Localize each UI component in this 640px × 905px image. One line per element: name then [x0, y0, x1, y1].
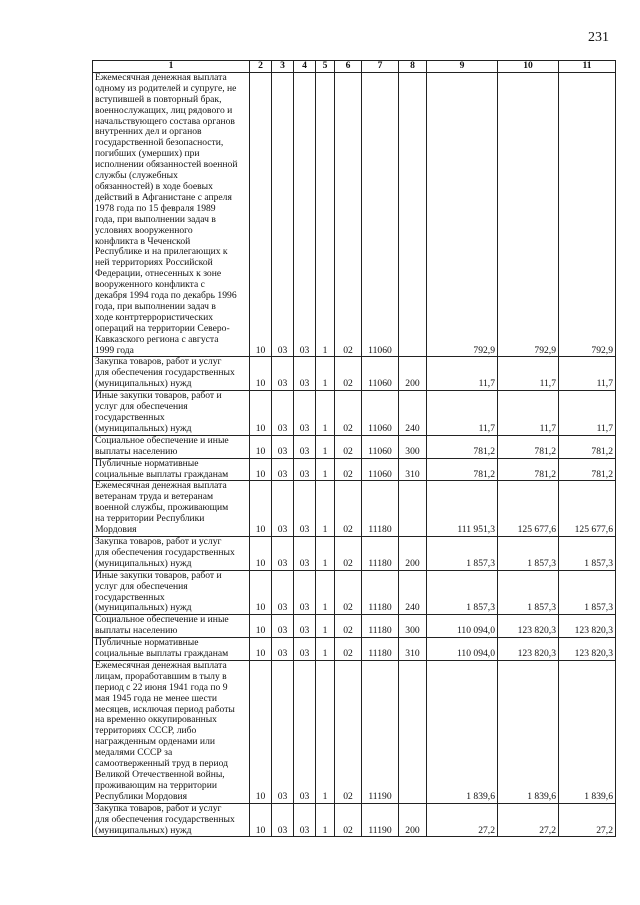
table-row — [93, 72, 616, 357]
code-cell-c5: 1 — [316, 481, 335, 537]
code-cell-c3: 03 — [272, 615, 294, 638]
amount-cell-c10: 27,2 — [498, 803, 559, 837]
amount-cell-c10: 781,2 — [498, 435, 559, 458]
amount-cell-c11: 1 857,3 — [559, 570, 616, 615]
code-cell-c7: 11180 — [362, 570, 399, 615]
code-cell-c7: 11060 — [362, 72, 399, 357]
column-header: 11 — [559, 61, 616, 73]
code-cell-c2: 10 — [250, 458, 272, 481]
code-cell-c6: 02 — [335, 357, 362, 391]
amount-cell-c11: 123 820,3 — [559, 638, 616, 661]
code-cell-c3: 03 — [272, 481, 294, 537]
code-cell-c2: 10 — [250, 391, 272, 436]
amount-cell-c9: 111 951,3 — [427, 481, 498, 537]
row-name-cell: Социальное обеспечение и иные выплаты населению — [93, 435, 250, 458]
table-row — [93, 536, 616, 570]
code-cell-c6: 02 — [335, 481, 362, 537]
table-row — [93, 615, 616, 638]
amount-cell-c10: 781,2 — [498, 458, 559, 481]
amount-cell-c11: 792,9 — [559, 72, 616, 357]
amount-cell-c9: 11,7 — [427, 391, 498, 436]
amount-cell-c11: 11,7 — [559, 391, 616, 436]
code-cell-c7: 11180 — [362, 615, 399, 638]
amount-cell-c10: 11,7 — [498, 391, 559, 436]
code-cell-c5: 1 — [316, 458, 335, 481]
code-cell-c8: 300 — [399, 435, 427, 458]
column-header: 4 — [294, 61, 316, 73]
amount-cell-c11: 781,2 — [559, 458, 616, 481]
code-cell-c5: 1 — [316, 803, 335, 837]
code-cell-c6: 02 — [335, 638, 362, 661]
code-cell-c4: 03 — [294, 638, 316, 661]
code-cell-c6: 02 — [335, 660, 362, 803]
amount-cell-c10: 123 820,3 — [498, 638, 559, 661]
code-cell-c2: 10 — [250, 803, 272, 837]
code-cell-c3: 03 — [272, 458, 294, 481]
budget-table — [92, 60, 616, 837]
table-row — [93, 660, 616, 803]
column-header: 2 — [250, 61, 272, 73]
table-row — [93, 570, 616, 615]
code-cell-c8: 300 — [399, 615, 427, 638]
code-cell-c5: 1 — [316, 638, 335, 661]
code-cell-c2: 10 — [250, 435, 272, 458]
amount-cell-c9: 781,2 — [427, 458, 498, 481]
code-cell-c7: 11180 — [362, 536, 399, 570]
amount-cell-c9: 11,7 — [427, 357, 498, 391]
code-cell-c3: 03 — [272, 570, 294, 615]
table-row — [93, 481, 616, 537]
amount-cell-c9: 27,2 — [427, 803, 498, 837]
code-cell-c8: 240 — [399, 570, 427, 615]
code-cell-c4: 03 — [294, 391, 316, 436]
table-row — [93, 803, 616, 837]
code-cell-c4: 03 — [294, 536, 316, 570]
row-name-cell: Ежемесячная денежная выплата одному из родителей и супруге, не вступившей в повторный брак, военнослужащих, лиц рядового и начальствующего состава органов внутренних дел и органов государственной безопасности, погибших (умерших) при исполнении обязанностей военной службы (служебных обязанностей) в ходе боевых действий в Афганистане с апреля 1978 года по 15 февраля 1989 года, при выполнении задач в условиях вооруженного конфликта в Чеченской Республике и на прилегающих к ней территориях Российской Федерации, отнесенных к зоне вооруженного конфликта с декабря 1994 года по декабрь 1996 года, при выполнении задач в ходе контртеррористических операций на территории Северо- Кавказского региона с августа 1999 года — [93, 72, 250, 357]
table-header-row — [93, 61, 616, 73]
code-cell-c5: 1 — [316, 536, 335, 570]
code-cell-c2: 10 — [250, 536, 272, 570]
amount-cell-c10: 11,7 — [498, 357, 559, 391]
code-cell-c6: 02 — [335, 570, 362, 615]
table-body — [93, 72, 616, 837]
code-cell-c2: 10 — [250, 570, 272, 615]
table-row — [93, 357, 616, 391]
code-cell-c4: 03 — [294, 72, 316, 357]
amount-cell-c9: 110 094,0 — [427, 638, 498, 661]
code-cell-c3: 03 — [272, 660, 294, 803]
code-cell-c8 — [399, 72, 427, 357]
code-cell-c4: 03 — [294, 458, 316, 481]
amount-cell-c9: 792,9 — [427, 72, 498, 357]
amount-cell-c10: 123 820,3 — [498, 615, 559, 638]
code-cell-c8: 310 — [399, 638, 427, 661]
code-cell-c8: 200 — [399, 803, 427, 837]
code-cell-c5: 1 — [316, 570, 335, 615]
code-cell-c3: 03 — [272, 357, 294, 391]
amount-cell-c10: 792,9 — [498, 72, 559, 357]
column-header: 7 — [362, 61, 399, 73]
table-row — [93, 435, 616, 458]
column-header: 5 — [316, 61, 335, 73]
code-cell-c5: 1 — [316, 615, 335, 638]
code-cell-c4: 03 — [294, 803, 316, 837]
page-number: 231 — [588, 30, 609, 45]
row-name-cell: Закупка товаров, работ и услуг для обеспечения государственных (муниципальных) нужд — [93, 357, 250, 391]
row-name-cell: Социальное обеспечение и иные выплаты населению — [93, 615, 250, 638]
code-cell-c6: 02 — [335, 615, 362, 638]
row-name-cell: Ежемесячная денежная выплата лицам, проработавшим в тылу в период с 22 июня 1941 года по 9 мая 1945 года не менее шести месяцев, исключая период работы на временно оккупированных территориях СССР, либо награжденным орденами или медалями СССР за самоотверженный труд в период Великой Отечественной войны, проживающим на территории Республики Мордовия — [93, 660, 250, 803]
column-header: 1 — [93, 61, 250, 73]
row-name-cell: Иные закупки товаров, работ и услуг для обеспечения государственных (муниципальных) нужд — [93, 570, 250, 615]
code-cell-c7: 11060 — [362, 435, 399, 458]
code-cell-c6: 02 — [335, 435, 362, 458]
amount-cell-c11: 125 677,6 — [559, 481, 616, 537]
column-header: 10 — [498, 61, 559, 73]
code-cell-c4: 03 — [294, 357, 316, 391]
table-row — [93, 638, 616, 661]
table-row — [93, 391, 616, 436]
code-cell-c5: 1 — [316, 357, 335, 391]
column-header: 3 — [272, 61, 294, 73]
code-cell-c2: 10 — [250, 638, 272, 661]
code-cell-c8: 310 — [399, 458, 427, 481]
code-cell-c3: 03 — [272, 536, 294, 570]
code-cell-c3: 03 — [272, 72, 294, 357]
code-cell-c5: 1 — [316, 72, 335, 357]
amount-cell-c10: 1 839,6 — [498, 660, 559, 803]
row-name-cell: Иные закупки товаров, работ и услуг для обеспечения государственных (муниципальных) нужд — [93, 391, 250, 436]
code-cell-c4: 03 — [294, 435, 316, 458]
code-cell-c5: 1 — [316, 391, 335, 436]
row-name-cell: Закупка товаров, работ и услуг для обеспечения государственных (муниципальных) нужд — [93, 536, 250, 570]
code-cell-c8: 240 — [399, 391, 427, 436]
code-cell-c8: 200 — [399, 536, 427, 570]
code-cell-c2: 10 — [250, 357, 272, 391]
code-cell-c2: 10 — [250, 660, 272, 803]
code-cell-c5: 1 — [316, 660, 335, 803]
code-cell-c3: 03 — [272, 391, 294, 436]
code-cell-c6: 02 — [335, 72, 362, 357]
code-cell-c7: 11190 — [362, 803, 399, 837]
amount-cell-c9: 1 839,6 — [427, 660, 498, 803]
code-cell-c6: 02 — [335, 803, 362, 837]
column-header: 8 — [399, 61, 427, 73]
code-cell-c8 — [399, 481, 427, 537]
amount-cell-c10: 125 677,6 — [498, 481, 559, 537]
code-cell-c5: 1 — [316, 435, 335, 458]
amount-cell-c9: 110 094,0 — [427, 615, 498, 638]
amount-cell-c9: 1 857,3 — [427, 536, 498, 570]
code-cell-c7: 11180 — [362, 481, 399, 537]
row-name-cell: Ежемесячная денежная выплата ветеранам труда и ветеранам военной службы, проживающим на территории Республики Мордовия — [93, 481, 250, 537]
code-cell-c3: 03 — [272, 435, 294, 458]
code-cell-c4: 03 — [294, 615, 316, 638]
amount-cell-c11: 11,7 — [559, 357, 616, 391]
code-cell-c7: 11060 — [362, 357, 399, 391]
code-cell-c6: 02 — [335, 391, 362, 436]
code-cell-c3: 03 — [272, 803, 294, 837]
code-cell-c8: 200 — [399, 357, 427, 391]
code-cell-c7: 11060 — [362, 391, 399, 436]
row-name-cell: Закупка товаров, работ и услуг для обеспечения государственных (муниципальных) нужд — [93, 803, 250, 837]
code-cell-c2: 10 — [250, 615, 272, 638]
amount-cell-c11: 1 839,6 — [559, 660, 616, 803]
amount-cell-c11: 781,2 — [559, 435, 616, 458]
row-name-cell: Публичные нормативные социальные выплаты гражданам — [93, 638, 250, 661]
code-cell-c8 — [399, 660, 427, 803]
code-cell-c7: 11190 — [362, 660, 399, 803]
code-cell-c2: 10 — [250, 481, 272, 537]
table-row — [93, 458, 616, 481]
row-name-cell: Публичные нормативные социальные выплаты гражданам — [93, 458, 250, 481]
code-cell-c4: 03 — [294, 660, 316, 803]
code-cell-c4: 03 — [294, 570, 316, 615]
amount-cell-c10: 1 857,3 — [498, 536, 559, 570]
code-cell-c6: 02 — [335, 458, 362, 481]
code-cell-c6: 02 — [335, 536, 362, 570]
column-header: 6 — [335, 61, 362, 73]
amount-cell-c11: 27,2 — [559, 803, 616, 837]
column-header: 9 — [427, 61, 498, 73]
amount-cell-c10: 1 857,3 — [498, 570, 559, 615]
code-cell-c7: 11180 — [362, 638, 399, 661]
amount-cell-c11: 123 820,3 — [559, 615, 616, 638]
code-cell-c2: 10 — [250, 72, 272, 357]
code-cell-c3: 03 — [272, 638, 294, 661]
amount-cell-c9: 781,2 — [427, 435, 498, 458]
code-cell-c7: 11060 — [362, 458, 399, 481]
amount-cell-c9: 1 857,3 — [427, 570, 498, 615]
code-cell-c4: 03 — [294, 481, 316, 537]
amount-cell-c11: 1 857,3 — [559, 536, 616, 570]
